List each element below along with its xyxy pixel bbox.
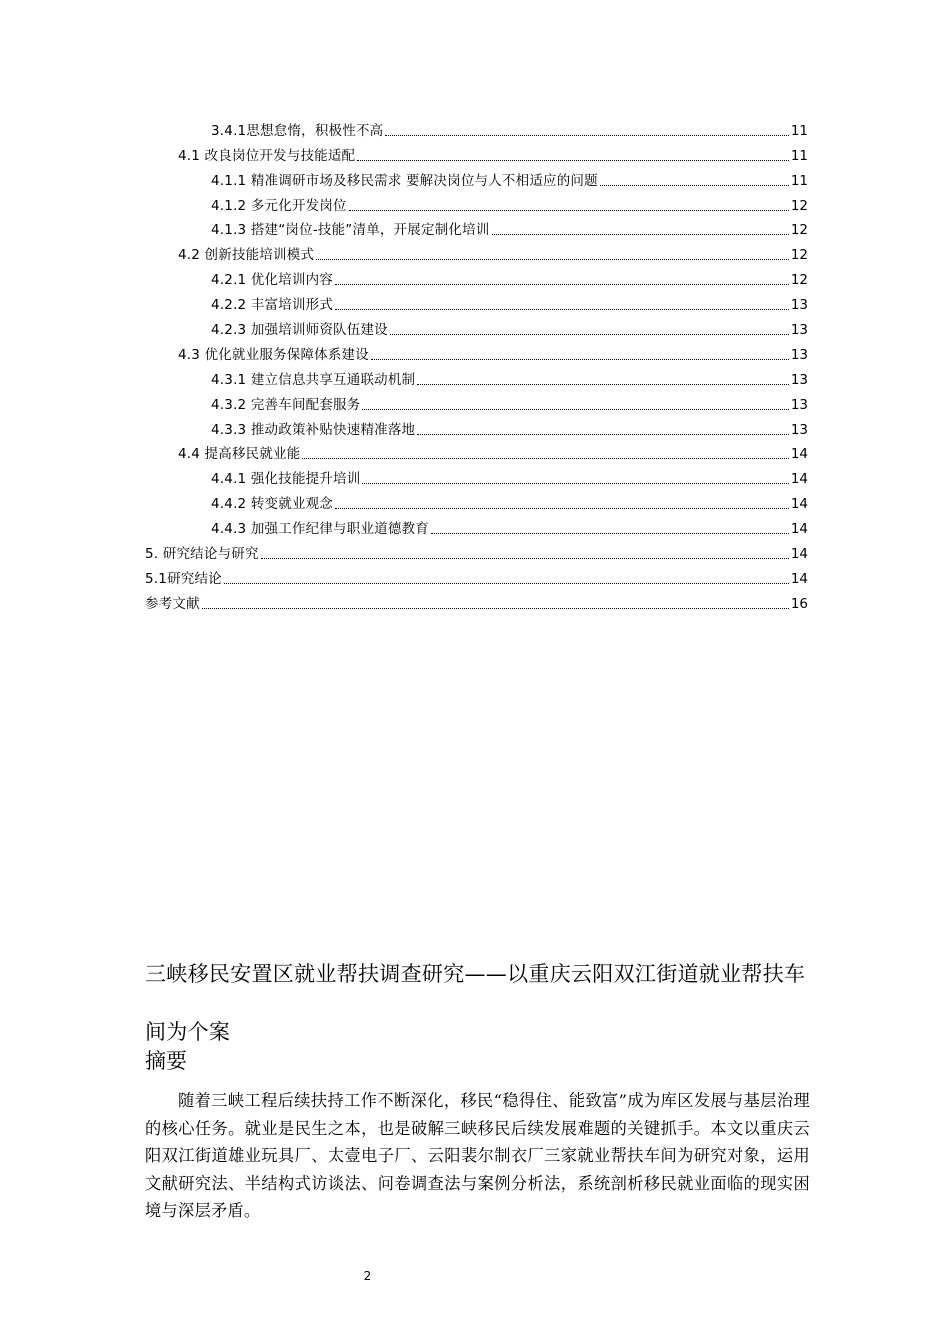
toc-entry[interactable] [145, 289, 808, 314]
toc-entry[interactable] [145, 339, 808, 364]
toc-entry[interactable] [145, 239, 808, 264]
toc-entry-title: 5. 研究结论与研究 [145, 546, 259, 563]
toc-entry-page: 13 [790, 421, 808, 438]
toc-entry-title: 参考文献 [145, 595, 200, 612]
toc-entry-title: 4.2.1 优化培训内容 [211, 272, 334, 289]
toc-entry-page: 13 [790, 371, 808, 388]
toc-entry-page: 13 [790, 322, 808, 339]
toc-entry[interactable] [145, 264, 808, 289]
document-title: 三峡移民安置区就业帮扶调查研究——以重庆云阳双江街道就业帮扶车间为个案 [145, 962, 806, 1044]
toc-dot-leader [349, 210, 789, 211]
toc-dot-leader [335, 284, 789, 285]
toc-dot-leader [357, 160, 789, 161]
toc-dot-leader [261, 558, 789, 559]
toc-entry-title: 4.3.1 建立信息共享互通联动机制 [211, 371, 416, 388]
toc-entry-title: 4.4.1 强化技能提升培训 [211, 471, 361, 488]
toc-entry-title: 4.1 改良岗位开发与技能适配 [178, 147, 356, 164]
toc-dot-leader [600, 185, 789, 186]
toc-dot-leader [335, 309, 789, 310]
toc-entry-page: 13 [790, 396, 808, 413]
toc-entry-page: 13 [790, 297, 808, 314]
toc-dot-leader [362, 483, 788, 484]
toc-entry[interactable] [145, 538, 808, 563]
toc-entry-page: 11 [790, 172, 808, 189]
abstract-heading: 摘要 [145, 1049, 187, 1073]
toc-entry-title: 4.1.1 精准调研市场及移民需求 要解决岗位与人不相适应的问题 [211, 172, 598, 189]
toc-entry-title: 4.4.2 转变就业观念 [211, 496, 334, 513]
toc-entry-title: 4.3.3 推动政策补贴快速精准落地 [211, 421, 416, 438]
toc-entry-page: 13 [790, 346, 808, 363]
toc-entry-page: 14 [790, 546, 808, 563]
toc-entry-page: 12 [790, 272, 808, 289]
toc-entry[interactable] [145, 115, 808, 140]
toc-dot-leader [362, 409, 788, 410]
toc-entry-page: 16 [790, 595, 808, 612]
toc-entry[interactable] [145, 215, 808, 240]
toc-entry[interactable] [145, 463, 808, 488]
toc-entry-page: 12 [790, 222, 808, 239]
toc-entry-title: 4.4.3 加强工作纪律与职业道德教育 [211, 521, 429, 538]
toc-dot-leader [492, 234, 789, 235]
toc-entry[interactable] [145, 140, 808, 165]
toc-entry[interactable] [145, 414, 808, 439]
toc-entry[interactable] [145, 190, 808, 215]
toc-entry-title: 4.4 提高移民就业能 [178, 446, 301, 463]
toc-entry-page: 14 [790, 521, 808, 538]
toc-entry[interactable] [145, 364, 808, 389]
toc-entry-title: 4.3 优化就业服务保障体系建设 [178, 346, 369, 363]
toc-dot-leader [316, 259, 789, 260]
toc-entry-title: 4.2.2 丰富培训形式 [211, 297, 334, 314]
toc-entry[interactable] [145, 588, 808, 613]
toc-entry[interactable] [145, 439, 808, 464]
toc-dot-leader [390, 334, 789, 335]
abstract-paragraph: 随着三峡工程后续扶持工作不断深化，移民“稳得住、能致富”成为库区发展与基层治理的核心任务。就业是民生之本，也是破解三峡移民后续发展难题的关键抓手。本文以重庆云阳双江街道雄业玩具厂、太壹电子厂、云阳裴尔制衣厂三家就业帮扶车间为研究对象，运用文献研究法、半结构式访谈法、问卷调查法与案例分析法，系统剖析移民就业面临的现实困境与深层矛盾。 [145, 1091, 810, 1220]
toc-dot-leader [431, 533, 789, 534]
toc-entry-title: 5.1研究结论 [145, 570, 222, 587]
page-number: 2 [363, 1269, 372, 1283]
toc-dot-leader [417, 384, 789, 385]
toc-dot-leader [224, 583, 789, 584]
toc-entry-page: 11 [790, 147, 808, 164]
toc-dot-leader [202, 608, 789, 609]
toc-dot-leader [417, 434, 789, 435]
toc-entry-page: 12 [790, 247, 808, 264]
toc-dot-leader [335, 508, 789, 509]
toc-entry-page: 14 [790, 471, 808, 488]
toc-dot-leader [302, 458, 788, 459]
toc-entry-page: 14 [790, 446, 808, 463]
toc-entry[interactable] [145, 563, 808, 588]
toc-entry-page: 11 [790, 122, 808, 139]
table-of-contents [145, 115, 808, 613]
toc-entry[interactable] [145, 488, 808, 513]
toc-entry-page: 12 [790, 197, 808, 214]
toc-entry[interactable] [145, 165, 808, 190]
toc-entry[interactable] [145, 513, 808, 538]
toc-entry-title: 3.4.1思想怠惰，积极性不高 [211, 122, 384, 139]
toc-entry-page: 14 [790, 496, 808, 513]
toc-dot-leader [385, 135, 788, 136]
toc-entry-title: 4.2 创新技能培训模式 [178, 247, 315, 264]
toc-entry-title: 4.3.2 完善车间配套服务 [211, 396, 361, 413]
toc-entry-title: 4.1.2 多元化开发岗位 [211, 197, 347, 214]
toc-entry-title: 4.1.3 搭建“岗位-技能”清单，开展定制化培训 [211, 222, 490, 239]
toc-entry[interactable] [145, 389, 808, 414]
toc-entry-title: 4.2.3 加强培训师资队伍建设 [211, 322, 388, 339]
toc-dot-leader [371, 359, 789, 360]
toc-entry[interactable] [145, 314, 808, 339]
toc-entry-page: 14 [790, 570, 808, 587]
